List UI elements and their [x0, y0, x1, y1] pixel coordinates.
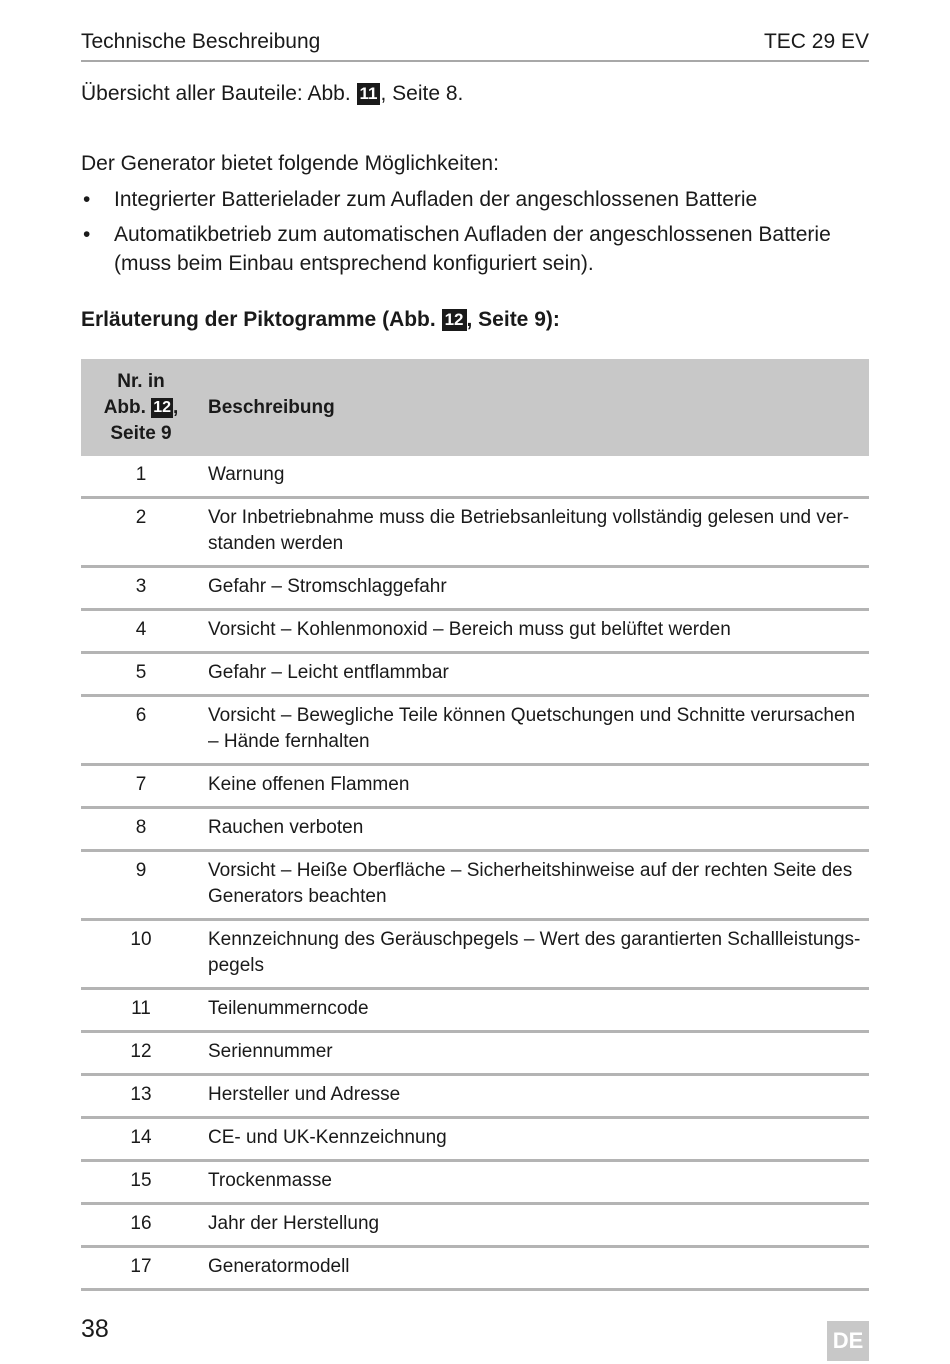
- row-number: 7: [81, 765, 201, 808]
- row-description: Seriennummer: [201, 1032, 869, 1075]
- bullet-icon: •: [83, 223, 91, 246]
- table-row: [81, 765, 869, 808]
- row-number: 12: [81, 1032, 201, 1075]
- list-item-text: Integrierter Batterielader zum Aufladen der angeschlossenen Batterie: [114, 188, 758, 211]
- table-row: [81, 610, 869, 653]
- row-description: Teilenummerncode: [201, 989, 869, 1032]
- column-header-number-line2-prefix: Abb.: [103, 396, 146, 418]
- feature-list: [81, 185, 869, 284]
- overview-suffix: , Seite 8.: [380, 82, 464, 105]
- row-number: 1: [81, 456, 201, 498]
- row-number: 14: [81, 1118, 201, 1161]
- row-description: Jahr der Herstellung: [201, 1204, 869, 1247]
- row-number: 6: [81, 696, 201, 765]
- table-row: [81, 851, 869, 920]
- table-row: [81, 1247, 869, 1290]
- table-row: [81, 989, 869, 1032]
- overview-line: [81, 79, 463, 109]
- row-description: Gefahr – Stromschlaggefahr: [201, 567, 869, 610]
- row-description: Rauchen verboten: [201, 808, 869, 851]
- column-header-number: [81, 359, 201, 456]
- row-description: Gefahr – Leicht entflammbar: [201, 653, 869, 696]
- section-title-prefix: Erläuterung der Piktogramme (Abb.: [81, 308, 436, 331]
- list-item: [81, 220, 869, 278]
- header-model-name: TEC 29 EV: [763, 30, 869, 53]
- section-title-suffix: , Seite 9):: [466, 308, 560, 331]
- section-title: [81, 305, 560, 335]
- row-number: 9: [81, 851, 201, 920]
- table-row: [81, 567, 869, 610]
- figure-ref-11: 11: [357, 83, 381, 105]
- table-row: [81, 808, 869, 851]
- row-number: 11: [81, 989, 201, 1032]
- row-description: Generatormodell: [201, 1247, 869, 1290]
- row-number: 13: [81, 1075, 201, 1118]
- row-number: 15: [81, 1161, 201, 1204]
- table-row: [81, 696, 869, 765]
- language-badge: DE: [827, 1321, 869, 1361]
- row-description: Vorsicht – Kohlenmonoxid – Bereich muss gut belüftet werden: [201, 610, 869, 653]
- table-header-row: [81, 359, 869, 456]
- table-row: [81, 653, 869, 696]
- table-row: [81, 1032, 869, 1075]
- row-description: Keine offenen Flammen: [201, 765, 869, 808]
- figure-ref-12: 12: [442, 309, 467, 331]
- header-section-title: Technische Beschreibung: [81, 30, 321, 53]
- row-number: 5: [81, 653, 201, 696]
- page-header: [81, 30, 869, 62]
- page-number: 38: [81, 1315, 109, 1343]
- row-description: Vorsicht – Heiße Oberfläche – Sicherheitshinweise auf der rechten Seite des Generators beachten: [201, 851, 869, 920]
- row-number: 8: [81, 808, 201, 851]
- overview-prefix: Übersicht aller Bauteile: Abb.: [81, 82, 351, 105]
- table-row: [81, 498, 869, 567]
- column-header-number-line2-suffix: ,: [173, 396, 179, 418]
- list-item-text: Automatikbetrieb zum automatischen Aufladen der angeschlossenen Batterie (muss beim Einbau entsprechend konfiguriert sein).: [114, 223, 831, 275]
- row-description: Trockenmasse: [201, 1161, 869, 1204]
- row-description: Vorsicht – Bewegliche Teile können Quetschungen und Schnitte verursachen – Hände fernhalten: [201, 696, 869, 765]
- pictogram-table: [81, 359, 869, 1291]
- column-header-number-line3: Seite 9: [110, 422, 172, 444]
- row-number: 3: [81, 567, 201, 610]
- row-description: Warnung: [201, 456, 869, 498]
- column-header-description: Beschreibung: [201, 359, 869, 456]
- column-header-number-line1: Nr. in: [117, 370, 165, 392]
- row-number: 2: [81, 498, 201, 567]
- intro-text: Der Generator bietet folgende Möglichkeiten:: [81, 152, 499, 175]
- table-row: [81, 456, 869, 498]
- table-row: [81, 1161, 869, 1204]
- list-item: [81, 185, 869, 214]
- table-row: [81, 1075, 869, 1118]
- figure-ref-12-header: 12: [153, 398, 171, 416]
- row-number: 10: [81, 920, 201, 989]
- row-number: 4: [81, 610, 201, 653]
- row-description: CE- und UK-Kennzeichnung: [201, 1118, 869, 1161]
- table-row: [81, 920, 869, 989]
- row-number: 17: [81, 1247, 201, 1290]
- table-row: [81, 1204, 869, 1247]
- bullet-icon: •: [83, 188, 91, 211]
- row-description: Vor Inbetriebnahme muss die Betriebsanleitung vollständig gelesen und ver-standen werden: [201, 498, 869, 567]
- row-number: 16: [81, 1204, 201, 1247]
- row-description: Kennzeichnung des Geräuschpegels – Wert des garantierten Schallleistungs-pegels: [201, 920, 869, 989]
- row-description: Hersteller und Adresse: [201, 1075, 869, 1118]
- table-row: [81, 1118, 869, 1161]
